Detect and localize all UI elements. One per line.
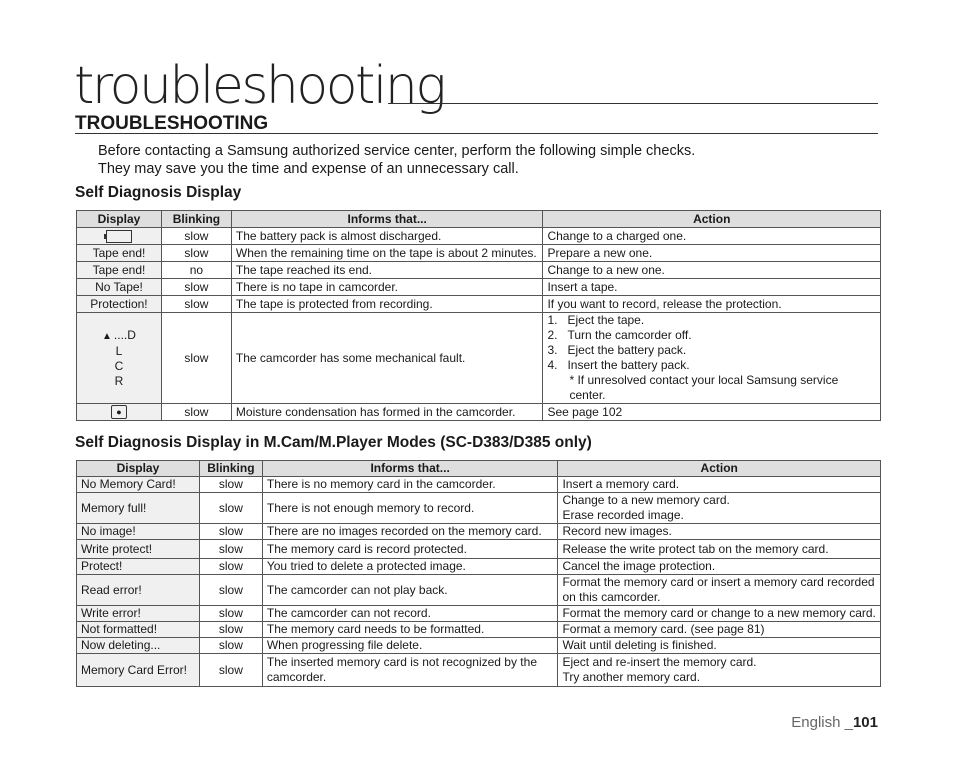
table-row [77, 313, 881, 404]
header-informs: Informs that... [231, 211, 543, 228]
display-cell: Memory full! [77, 493, 200, 524]
table2-heading: Self Diagnosis Display in M.Cam/M.Player Modes (SC-D383/D385 only) [75, 434, 592, 451]
display-cell: Write protect! [77, 540, 200, 559]
action-cell: Release the write protect tab on the memory card. [558, 540, 881, 559]
informs-cell: The tape is protected from recording. [231, 296, 543, 313]
blinking-cell: slow [199, 477, 262, 493]
display-cell: Not formatted! [77, 622, 200, 638]
action-cell: Wait until deleting is finished. [558, 638, 881, 654]
footer-language: English _ [791, 714, 853, 731]
action-cell: Change to a charged one. [543, 228, 881, 245]
action-line: Change to a new memory card. [562, 493, 730, 507]
action-cell: Insert a tape. [543, 279, 881, 296]
action-cell [558, 575, 881, 606]
informs-cell: The memory card needs to be formatted. [262, 622, 558, 638]
header-display: Display [77, 211, 162, 228]
action-cell: Format the memory card or change to a new memory card. [558, 606, 881, 622]
action-line: Format the memory card or insert a memory card recorded [562, 575, 875, 589]
header-display: Display [77, 461, 200, 477]
header-action: Action [543, 211, 881, 228]
page-number: 101 [852, 714, 878, 731]
table-row [77, 540, 881, 559]
table-row [77, 279, 881, 296]
action-cell: Prepare a new one. [543, 245, 881, 262]
blinking-cell: slow [161, 404, 231, 421]
table-row [77, 477, 881, 493]
table-row [77, 404, 881, 421]
eject-icon: ▲ [102, 330, 112, 342]
list-item: 2. Turn the camcorder off. [547, 328, 692, 342]
display-line: ....D [113, 327, 136, 342]
action-cell [543, 313, 881, 404]
action-cell: Change to a new one. [543, 262, 881, 279]
action-cell: If you want to record, release the protection. [543, 296, 881, 313]
informs-cell: Moisture condensation has formed in the camcorder. [231, 404, 543, 421]
blinking-cell: slow [199, 638, 262, 654]
blinking-cell: slow [199, 524, 262, 540]
display-cell: No Tape! [77, 279, 162, 296]
action-cell: Insert a memory card. [558, 477, 881, 493]
action-line: Eject and re-insert the memory card. [562, 655, 757, 669]
action-cell: Format a memory card. (see page 81) [558, 622, 881, 638]
display-cell [77, 228, 162, 245]
display-cell: Now deleting... [77, 638, 200, 654]
display-cell: No Memory Card! [77, 477, 200, 493]
header-action: Action [558, 461, 881, 477]
table-row [77, 654, 881, 687]
blinking-cell: slow [161, 296, 231, 313]
blinking-cell: slow [199, 575, 262, 606]
battery-low-icon [106, 230, 132, 243]
title-rule [388, 103, 878, 104]
informs-cell: You tried to delete a protected image. [262, 559, 558, 575]
blinking-cell: slow [199, 622, 262, 638]
display-cell: Tape end! [77, 245, 162, 262]
self-diagnosis-table [76, 210, 881, 421]
blinking-cell: slow [161, 313, 231, 404]
blinking-cell: slow [199, 540, 262, 559]
display-cell: Protect! [77, 559, 200, 575]
action-steps [547, 313, 876, 403]
informs-cell: The camcorder can not record. [262, 606, 558, 622]
header-blinking: Blinking [199, 461, 262, 477]
table-header-row [77, 211, 881, 228]
informs-line: The inserted memory card is not recognized by the [266, 655, 537, 669]
display-line: L [115, 343, 123, 358]
table-row [77, 638, 881, 654]
blinking-cell: slow [199, 654, 262, 687]
action-note: * If unresolved contact your local Samsung service center. [569, 373, 839, 402]
table-row [77, 245, 881, 262]
action-line: Erase recorded image. [562, 508, 684, 522]
table-row [77, 622, 881, 638]
informs-cell: The camcorder has some mechanical fault. [231, 313, 543, 404]
table-row [77, 493, 881, 524]
page-footer [791, 714, 878, 731]
informs-cell: There is no memory card in the camcorder. [262, 477, 558, 493]
table-row [77, 606, 881, 622]
action-cell: See page 102 [543, 404, 881, 421]
action-cell [558, 493, 881, 524]
list-item: 1. Eject the tape. [547, 313, 645, 327]
blinking-cell: slow [161, 279, 231, 296]
informs-cell: There is no tape in camcorder. [231, 279, 543, 296]
informs-cell: When progressing file delete. [262, 638, 558, 654]
informs-cell: When the remaining time on the tape is about 2 minutes. [231, 245, 543, 262]
informs-cell: The camcorder can not play back. [262, 575, 558, 606]
blinking-cell: no [161, 262, 231, 279]
display-cell [77, 313, 162, 404]
action-line: Try another memory card. [562, 670, 701, 684]
table-row [77, 262, 881, 279]
blinking-cell: slow [161, 245, 231, 262]
display-cell: No image! [77, 524, 200, 540]
list-item: 4. Insert the battery pack. [547, 358, 690, 372]
table-row [77, 228, 881, 245]
display-cell [77, 404, 162, 421]
intro-text [98, 142, 695, 178]
moisture-icon: ● [111, 405, 127, 419]
informs-cell: The battery pack is almost discharged. [231, 228, 543, 245]
page-title-large: troubleshooting [74, 56, 445, 116]
informs-cell [262, 654, 558, 687]
section-rule [75, 133, 878, 134]
table-row [77, 524, 881, 540]
display-line: C [114, 358, 124, 373]
table-row [77, 296, 881, 313]
action-line: on this camcorder. [562, 590, 661, 604]
intro-line-1: Before contacting a Samsung authorized service center, perform the following simple checks. [98, 143, 696, 159]
action-cell: Record new images. [558, 524, 881, 540]
action-cell: Cancel the image protection. [558, 559, 881, 575]
informs-cell: There is not enough memory to record. [262, 493, 558, 524]
header-blinking: Blinking [161, 211, 231, 228]
blinking-cell: slow [199, 559, 262, 575]
intro-line-2: They may save you the time and expense of an unnecessary call. [98, 161, 519, 177]
action-cell [558, 654, 881, 687]
display-cell: Write error! [77, 606, 200, 622]
display-cell: Memory Card Error! [77, 654, 200, 687]
table-header-row [77, 461, 881, 477]
list-item: 3. Eject the battery pack. [547, 343, 687, 357]
display-cell: Read error! [77, 575, 200, 606]
memory-diagnosis-table [76, 460, 881, 687]
header-informs: Informs that... [262, 461, 558, 477]
table-row [77, 575, 881, 606]
section-heading: TROUBLESHOOTING [75, 113, 269, 134]
display-cell: Protection! [77, 296, 162, 313]
display-line: R [114, 373, 124, 388]
informs-cell: The memory card is record protected. [262, 540, 558, 559]
informs-line: camcorder. [266, 670, 327, 684]
informs-cell: There are no images recorded on the memory card. [262, 524, 558, 540]
display-cell: Tape end! [77, 262, 162, 279]
table1-heading: Self Diagnosis Display [75, 184, 242, 201]
blinking-cell: slow [161, 228, 231, 245]
table-row [77, 559, 881, 575]
blinking-cell: slow [199, 493, 262, 524]
blinking-cell: slow [199, 606, 262, 622]
informs-cell: The tape reached its end. [231, 262, 543, 279]
